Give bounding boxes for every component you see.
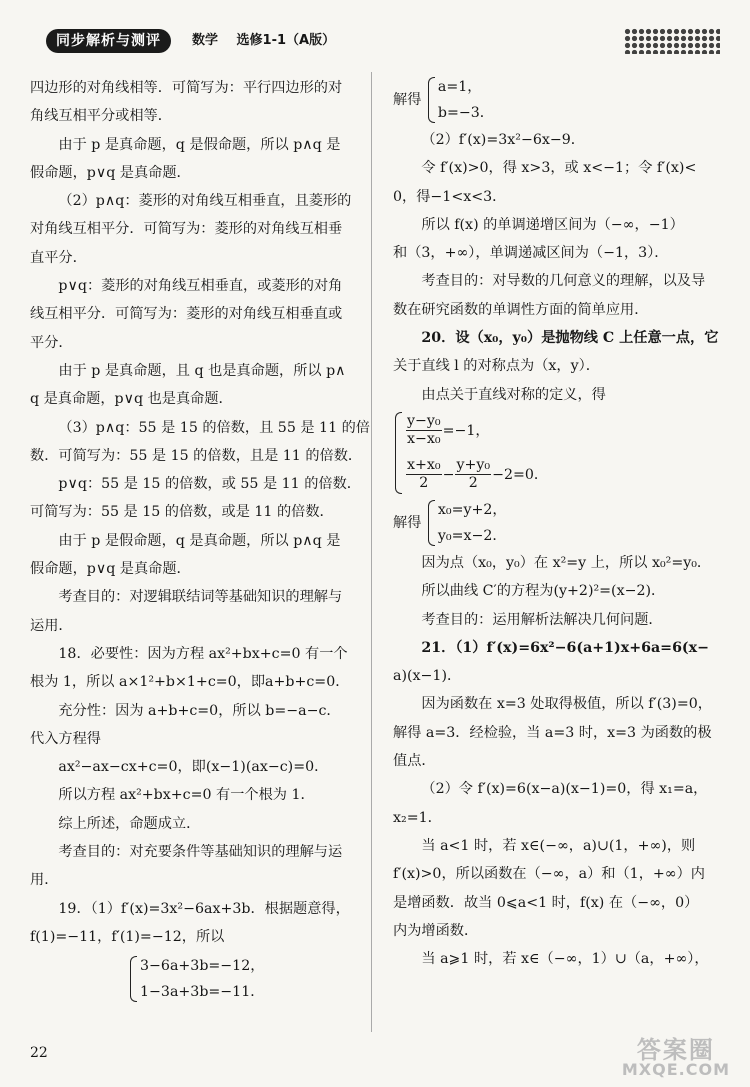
text-line: 所以 f(x) 的单调递增区间为（−∞，−1） [421, 216, 684, 233]
brace-system [426, 74, 494, 126]
solve-label: 解得 [393, 514, 422, 531]
equation-2 [405, 453, 548, 497]
equation: b=−3． [437, 105, 494, 121]
text-line: 值点． [393, 753, 436, 770]
watermark-line: 答案圈 [636, 1036, 715, 1064]
fraction [406, 413, 442, 448]
solve-label: 解得 [393, 92, 422, 108]
text-line: （2）令 f′(x)=6(x−a)(x−1)=0，得 x₁=a， [421, 781, 708, 798]
brace-system [128, 953, 264, 1005]
problem-line: 20．设（x₀，y₀）是抛物线 C 上任意一点，它 [421, 330, 719, 347]
text-line: 当 a<1 时，若 x∈(−∞，a)∪(1，+∞)，则 [421, 837, 696, 854]
text-line: 19．（1）f′(x)=3x²−6ax+3b．根据题意得， [58, 900, 350, 917]
text-line: 数．可简写为：55 是 15 的倍数，且是 11 的倍数． [30, 447, 363, 464]
text-line: p∨q：菱形的对角线互相垂直，或菱形的对角 [58, 278, 343, 295]
text-line: 运用． [30, 617, 73, 634]
equation: 1−3a+3b=−11． [140, 984, 265, 1001]
brace-system [393, 409, 548, 497]
equation-system [393, 409, 723, 497]
equation: x₀=y+2， [437, 501, 507, 518]
equation-1 [405, 409, 548, 453]
text-line: 根为 1，所以 a×1²+b×1+c=0，即a+b+c=0． [30, 674, 350, 691]
text-line: 关于直线 l 的对称点为（x，y）． [393, 358, 600, 375]
text-line: 因为函数在 x=3 处取得极值，所以 f′(3)=0， [421, 696, 712, 713]
text-line: 线互相平分．可简写为：菱形的对角线互相垂直或 [30, 306, 343, 323]
text-line: 综上所述，命题成立． [58, 815, 201, 832]
solve-block [393, 497, 723, 549]
fraction [406, 457, 442, 492]
book-label: 选修1-1（A版） [236, 33, 336, 48]
text-line: 因为点（x₀，y₀）在 x²=y 上，所以 x₀²=y₀． [421, 554, 712, 571]
solve-block [393, 74, 723, 126]
text-line: 直平分． [30, 249, 87, 266]
text-line: 角线互相平分或相等． [30, 108, 172, 125]
text-line [393, 634, 723, 662]
text-line: 可简写为：55 是 15 的倍数，或是 11 的倍数． [30, 504, 334, 521]
book-info [192, 29, 349, 53]
text-line: 和（3，+∞），单调递减区间为（−1，3）． [393, 245, 669, 262]
running-header [40, 28, 720, 56]
text-line: 对角线互相平分．可简写为：菱形的对角线互相垂 [30, 221, 343, 238]
text-line: 考查目的：对导数的几何意义的理解，以及导 [421, 273, 706, 290]
header-dot-pattern [624, 28, 720, 54]
series-title: 同步解析与测评 [46, 29, 171, 53]
watermark-line: MXQE.COM [621, 1060, 730, 1079]
text-line: 用． [30, 872, 59, 889]
column-divider [371, 72, 372, 1032]
equation-rest: =−1， [442, 422, 490, 439]
text-line: 令 f′(x)>0，得 x>3，或 x<−1；令 f′(x)< [421, 160, 697, 177]
page-number: 22 [30, 1045, 48, 1061]
text-line: 代入方程得 [30, 730, 101, 747]
text-line: 假命题，p∨q 是真命题． [30, 164, 191, 181]
text-line: 由于 p 是真命题，且 q 也是真命题，所以 p∧ [58, 362, 346, 379]
numerator: y+y₀ [456, 457, 491, 474]
watermark [621, 1036, 730, 1080]
text-line: 考查目的：对充要条件等基础知识的理解与运 [58, 844, 343, 861]
numerator: x+x₀ [407, 457, 441, 474]
text-line: 充分性：因为 a+b+c=0，所以 b=−a−c． [58, 702, 341, 719]
brace-system [426, 497, 507, 549]
left-column [30, 74, 370, 1005]
text-line: （3）p∧q：55 是 15 的倍数，且 55 是 11 的倍 [58, 419, 370, 436]
equation: a=1， [437, 79, 482, 95]
text-line: ax²−ax−cx+c=0，即(x−1)(ax−c)=0． [58, 759, 329, 776]
denominator: 2 [468, 475, 478, 492]
equation-system [128, 953, 357, 1005]
text-line: 四边形的对角线相等．可简写为：平行四边形的对 [30, 80, 343, 96]
text-line: 解得 a=3．经检验，当 a=3 时，x=3 为函数的极 [393, 724, 712, 741]
text-line [393, 324, 723, 352]
right-column [393, 74, 723, 973]
operator: − [442, 466, 455, 483]
subject-label: 数学 [192, 33, 219, 48]
text-line: 假命题，p∨q 是真命题． [30, 561, 191, 578]
text-line: 内为增函数． [393, 922, 479, 939]
text-line: 是增函数．故当 0⩽a<1 时，f(x) 在（−∞，0） [393, 894, 699, 911]
text-line: 数在研究函数的单调性方面的简单应用． [393, 301, 649, 318]
text-line: 由于 p 是假命题，q 是真命题，所以 p∧q 是 [58, 532, 341, 549]
problem-line: 21．（1）f′(x)=6x²−6(a+1)x+6a=6(x− [421, 639, 709, 656]
text-line: 平分． [30, 334, 73, 351]
text-line: 0，得−1<x<3． [393, 188, 507, 205]
text-line: 18．必要性：因为方程 ax²+bx+c=0 有一个 [58, 645, 348, 662]
denominator: x−x₀ [407, 431, 441, 448]
text-line: （2）p∧q：菱形的对角线互相垂直，且菱形的 [58, 193, 352, 210]
text-line: 由点关于直线对称的定义，得 [421, 386, 606, 403]
text-line: p∨q：55 是 15 的倍数，或 55 是 11 的倍数． [58, 476, 361, 493]
text-line: （2）f′(x)=3x²−6x−9． [421, 132, 585, 148]
text-line: 所以方程 ax²+bx+c=0 有一个根为 1． [58, 787, 315, 804]
equation: 3−6a+3b=−12， [140, 958, 265, 975]
text-line: f(1)=−11，f′(1)=−12，所以 [30, 928, 225, 945]
text-line: 考查目的：对逻辑联结词等基础知识的理解与 [58, 589, 343, 606]
fraction [455, 457, 491, 492]
text-line: x₂=1． [393, 809, 442, 826]
text-line: 由于 p 是真命题，q 是假命题，所以 p∧q 是 [58, 136, 341, 153]
text-line: q 是真命题，p∨q 也是真命题． [30, 391, 233, 408]
text-line: 考查目的：运用解析法解决几何问题． [421, 611, 663, 628]
denominator: 2 [419, 475, 429, 492]
equation: y₀=x−2． [437, 527, 507, 544]
text-line: a)(x−1)． [393, 668, 462, 685]
numerator: y−y₀ [407, 413, 441, 430]
equation-rest: −2=0． [492, 466, 549, 483]
text-line: 所以曲线 C′的方程为(y+2)²=(x−2)． [421, 583, 666, 600]
text-line: 当 a⩾1 时，若 x∈（−∞，1）∪（a，+∞）， [421, 951, 709, 968]
text-line: f′(x)>0，所以函数在（−∞，a）和（1，+∞）内 [393, 866, 705, 883]
